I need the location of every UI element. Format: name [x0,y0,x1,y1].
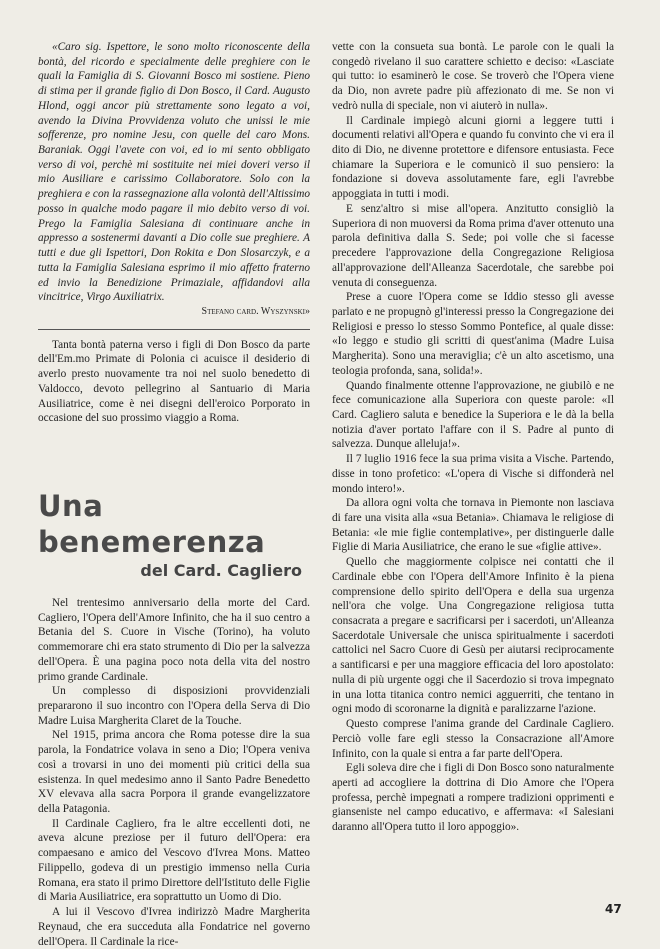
page-number: 47 [605,902,622,916]
article-title: Una benemerenza [38,488,266,559]
article-paragraph: Da allora ogni volta che tornava in Piemonte non lasciava di fare una visita alla «sua Betania». Chiamava le religiose di Betania: «le mie figlie contemplative», per distinguerle dalle Figlie di Maria Ausiliatrice, che erano le sue «figlie attive». [332,497,614,554]
section-spacer [38,426,310,488]
article-paragraph: Il Cardinale Cagliero, fra le altre eccellenti doti, ne aveva alcune preziose per il futuro dell'Opera: era compaesano e amico del Vescovo d'Ivrea Mons. Matteo Filippello, godeva di un prestigio immenso nella Curia Romana, era stato il primo Direttore dell'Istituto delle Figlie di Maria Ausiliatrice, era soprattutto un Uomo di Dio. [38,817,310,904]
after-quote-paragraph: Tanta bontà paterna verso i figli di Don Bosco da parte dell'Em.mo Primate di Polonia ci acuisce il desiderio di averlo presto nuovamente tra noi nel suolo benedetto di Valdocco, devoto pellegrino al Santuario di Maria Ausiliatrice, come è nei disegni dell'eroico Porporato in occasione del suo prossimo viaggio a Roma. [38,338,310,425]
article-paragraph: Il Cardinale impiegò alcuni giorni a leggere tutti i documenti relativi all'Opera e quando fu convinto che vi era il dito di Dio, ne divenne protettore e difensore entusiasta. Fece chiamare la Superiora e le comunicò il suo pensiero: la fondazione si doveva assolutamente fare, egli l'avrebbe appoggiata in tutti i modi. [332,114,614,201]
article-paragraph: Quello che maggiormente colpisce nei contatti che il Cardinale ebbe con l'Opera dell'Amore Infinito è la piena comprensione dello spirito dell'Opera e della sua urgenza nell'ora che volge. Una Congregazione religiosa tutta consacrata a pregare e sacrificarsi per i sacerdoti, un'Alleanza Sacerdotale Universale che unisca spiritualmente i sacerdoti cattolici nel Sacro Cuore di Gesù per aiutarsi reciprocamente a santificarsi e per una maggiore efficacia del loro apostolato: nulla di più urgente oggi che il Sacerdozio si trova impegnato in una lotta titanica contro nemici agguerriti, che tentano in ogni modo di scoronarne la dignità e paralizzarne l'azione. [332,556,614,716]
article-paragraph: Nel trentesimo anniversario della morte del Card. Cagliero, l'Opera dell'Amore Infinito, che ha il suo centro a Betania del S. Cuore in Vische (Torino), ha voluto commemorare chi era stato strumento di Dio per la salvezza dell'Opera. È una pagina poco nota della vita del nostro primo grande Cardinale. [38,596,310,683]
article-paragraph: A lui il Vescovo d'Ivrea indirizzò Madre Margherita Reynaud, che era succeduta alla Fondatrice nel governo dell'Opera. Il Cardinale la rice- [38,906,310,948]
article-paragraph: E senz'altro si mise all'opera. Anzitutto consigliò la Superiora di non muoversi da Roma prima d'aver ottenuto una parola definitiva dalla S. Sede; poi volle che si facesse precedere l'approvazione della Congregazione Religiosa all'approvazione dell'Alleanza Sacerdotale, che sarebbe poi venuta di conseguenza. [332,202,614,289]
article-paragraph: Quando finalmente ottenne l'approvazione, ne giubilò e ne fece comunicazione alla Superiora con queste parole: «Il Card. Cagliero saluta e benedice la Superiora e le dà la bella notizia d'aver portato l'affare con il S. Padre al punto di salvezza. Dunque alleluja!». [332,379,614,451]
article-paragraph: Egli soleva dire che i figli di Don Bosco sono naturalmente aperti ad accogliere la dottrina di Dio Amore che l'Opera professa, perchè impegnati a rompere tradizioni opprimenti e giansenistе nel campo educativo, e affermava: «I Salesiani daranno all'Opera tutto il loro appoggio». [332,762,614,834]
right-column [332,40,614,835]
article-paragraph: Nel 1915, prima ancora che Roma potesse dire la sua parola, la Fondatrice volava in seno a Dio; l'Opera veniva così a trovarsi in uno dei momenti più critici della sua esistenza. In quel medesimo anno il Santo Padre Benedetto XV elevava alla sacra Porpora il grande evangelizzatore della Patagonia. [38,729,310,816]
article-paragraph: Il 7 luglio 1916 fece la sua prima visita a Vische. Partendo, disse in tono profetico: «L'opera di Vische si diffonderà nel mondo intero!». [332,453,614,495]
article-paragraph: Un complesso di disposizioni provvidenziali prepararono il suo incontro con l'Opera della Serva di Dio Madre Luisa Margherita Claret de la Touche. [38,685,310,727]
article-paragraph: vette con la consueta sua bontà. Le parole con le quali la congedò rivelano il suo carattere schietto e deciso: «Lasciate qui tutto: io esaminerò le cose. Se troverò che l'Opera viene da Dio, non avrete padre più affezionato di me. Se non vi vedrò nulla di speciale, non vi aiuterò in nulla». [332,41,614,112]
left-column [38,40,310,949]
quote-signature: Stefano card. Wyszynski» [201,305,310,317]
quote-text: «Caro sig. Ispettore, le sono molto riconoscente della bontà, del ricordo e specialmente delle preghiere con le quali la Famiglia di S. Giovanni Bosco mi sostiene. Pieno di stima per il grande figlio di Don Bosco, il Card. Augusto Hlond, oggi ancor più strettamente sono legato a voi, avendo la Divina Provvidenza voluto che unissi le mie sofferenze, pro nomine Jesu, con quelle del caro Mons. Baraniak. Oggi l'avete con voi, ed io mi sento obbligato verso di voi, perchè mi sostituite nei miei doveri verso il mio Ausiliare e carissimo Collaboratore. Solo con la preghiera e con la rassegnazione alla volontà dell'Altissimo posso in qualche modo pagare il mio debito verso di voi. Prego la Famiglia Salesiana di continuare anche in appresso a sostenermi davanti a Dio colle sue preghiere. A tutti e due gli Ispettori, Don Rokita e Don Slosarczyk, e a tutta la Famiglia Salesiana esprimo il mio affetto fraterno ed invio la Benedizione Primaziale, affidandovi alla vincitrice, Virgo Auxiliatrix. [38,41,310,304]
cardinal-letter-quote [38,40,310,320]
article-paragraph: Questo comprese l'anima grande del Cardinale Cagliero. Perciò volle fare egli stesso la Consacrazione all'Amore Infinito, con la quale si entra a far parte dell'Opera. [332,718,614,760]
article-paragraph: Prese a cuore l'Opera come se Iddio stesso gli avesse parlato e ne propugnò gl'interessi presso la Congregazione dei Religiosi e presso lo stesso Sommo Pontefice, al quale disse: «Io leggo e studio gli scritti di quest'anima (Madre Luisa Margherita). Sono una meraviglia; c'è un alto ascetismo, una teologia profonda, sana, solida!». [332,291,614,377]
quote-divider [38,329,310,330]
article-subtitle: del Card. Cagliero [140,560,302,580]
